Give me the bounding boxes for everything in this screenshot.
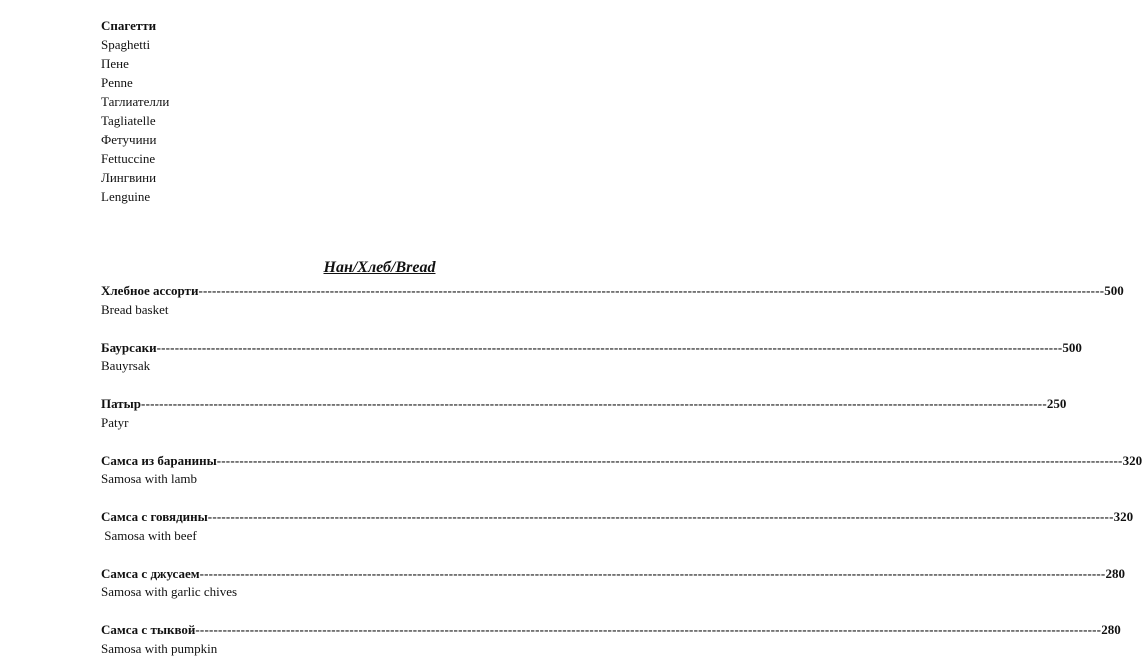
item-name-ru: Самса с джусаем	[101, 566, 200, 581]
item-name-ru: Самса с тыквой	[101, 622, 196, 637]
item-price: 280	[1101, 622, 1121, 637]
pasta-item: Tagliatelle	[101, 113, 156, 128]
menu-item-row	[101, 338, 1082, 357]
item-name-ru: Патыр	[101, 396, 142, 411]
item-name-ru: Баурсаки	[101, 340, 157, 355]
dot-leader: --------------------------------------------------------------------------------------------------------------------------------------------------------------------------------------------------------	[216, 453, 1123, 468]
menu-item-row	[101, 451, 1142, 470]
item-name-en: Patyr	[101, 415, 129, 430]
item-name-en: Samosa with pumpkin	[101, 641, 218, 656]
pasta-item: Таглиателли	[101, 94, 170, 109]
dot-leader: --------------------------------------------------------------------------------------------------------------------------------------------------------------------------------------------------------	[141, 396, 1047, 411]
pasta-item: Fettuccine	[101, 151, 156, 166]
dot-leader: --------------------------------------------------------------------------------------------------------------------------------------------------------------------------------------------------------	[195, 622, 1102, 637]
item-name-ru: Самса из баранины	[101, 453, 217, 468]
item-name-en: Bread basket	[101, 302, 169, 317]
item-name-en: Samosa with garlic chives	[101, 584, 238, 599]
dot-leader: --------------------------------------------------------------------------------------------------------------------------------------------------------------------------------------------------------	[207, 509, 1114, 524]
pasta-item: Spaghetti	[101, 37, 151, 52]
dot-leader: --------------------------------------------------------------------------------------------------------------------------------------------------------------------------------------------------------	[199, 566, 1106, 581]
bread-heading-text: Нан/Хлеб/Bread	[323, 259, 436, 276]
pasta-section-title: Спагетти	[101, 18, 157, 33]
bread-section-heading	[0, 258, 707, 278]
menu-item-row	[101, 620, 1121, 639]
dot-leader: --------------------------------------------------------------------------------------------------------------------------------------------------------------------------------------------------------	[156, 340, 1063, 355]
pasta-item: Lenguine	[101, 189, 151, 204]
pasta-item: Penne	[101, 75, 133, 90]
menu-item-row	[101, 564, 1125, 583]
item-name-ru: Самса с говядины	[101, 509, 208, 524]
item-name-en: Bauyrsak	[101, 358, 151, 373]
item-price: 280	[1105, 566, 1125, 581]
item-price: 500	[1062, 340, 1082, 355]
item-name-en: Samosa with lamb	[101, 471, 198, 486]
menu-item-row	[101, 394, 1067, 413]
item-name-ru: Хлебное ассорти	[101, 283, 199, 298]
item-price: 250	[1046, 396, 1067, 411]
pasta-item: Фетучини	[101, 132, 157, 147]
menu-item-row	[101, 281, 1124, 300]
dot-leader: --------------------------------------------------------------------------------------------------------------------------------------------------------------------------------------------------------	[198, 283, 1105, 298]
pasta-item: Лингвини	[101, 170, 157, 185]
item-name-en: Samosa with beef	[101, 528, 197, 543]
item-price: 320	[1122, 453, 1142, 468]
item-price: 320	[1113, 509, 1134, 524]
item-price: 500	[1104, 283, 1124, 298]
menu-item-row	[101, 507, 1134, 526]
pasta-item: Пене	[101, 56, 129, 71]
